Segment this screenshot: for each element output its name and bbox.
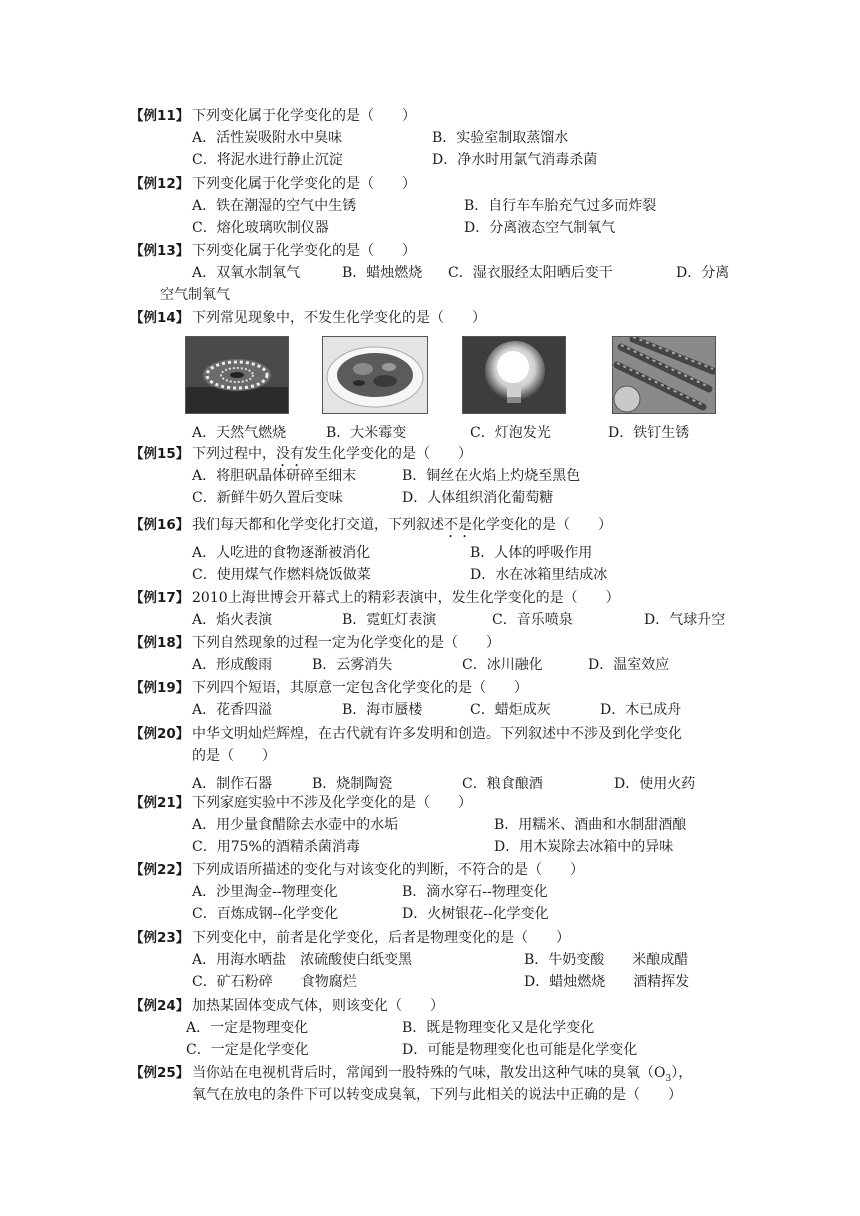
- stem-part: 我们每天都和化学变化打交道，下列叙述: [192, 517, 444, 533]
- moldy-rice-icon: [323, 337, 427, 413]
- option-b: B．云雾消失: [312, 657, 393, 673]
- option-b: B．既是物理变化又是化学变化: [402, 1020, 595, 1036]
- question-25: [130, 1062, 740, 1106]
- option-a: A．活性炭吸附水中臭味: [192, 130, 343, 146]
- option-d: D．使用火药: [614, 776, 696, 792]
- option-c: C．百炼成钢--化学变化: [192, 906, 339, 922]
- option-continuation: 空气制氧气: [160, 287, 230, 303]
- option-c: C．粮食酿酒: [462, 776, 543, 792]
- question-stem: 加热某固体变成气体，则该变化（ ）: [192, 998, 444, 1014]
- option-b: B．铜丝在火焰上灼烧至黑色: [402, 468, 581, 484]
- option-c: C．用75%的酒精杀菌消毒: [192, 839, 360, 855]
- question-20: [130, 723, 740, 795]
- option-d: D．可能是物理变化也可能是化学变化: [402, 1042, 638, 1058]
- option-d: D．火树银花--化学变化: [402, 906, 549, 922]
- option-c: C．蜡炬成灰: [470, 702, 551, 718]
- option-d: D．蜡烛燃烧 酒精挥发: [524, 974, 690, 990]
- natural-gas-burning-image: [185, 336, 289, 414]
- question-tag: 【例24】: [130, 998, 190, 1014]
- option-b: B．用糯米、酒曲和水制甜酒酿: [494, 817, 687, 833]
- question-stem: 下列变化属于化学变化的是（ ）: [192, 176, 416, 192]
- option-c: C．将泥水进行静止沉淀: [192, 152, 343, 168]
- option-a: A．将胆矾晶体研碎至细末: [192, 468, 357, 484]
- question-18: [130, 632, 740, 676]
- light-bulb-image: [462, 336, 566, 414]
- option-b: B．霓虹灯表演: [342, 612, 437, 628]
- option-c: C．新鲜牛奶久置后变味: [192, 490, 343, 506]
- question-stem: 下列自然现象的过程一定为化学变化的是（ ）: [192, 635, 500, 651]
- question-stem: [192, 514, 740, 536]
- question-tag: 【例14】: [130, 310, 190, 326]
- question-19: [130, 677, 740, 721]
- option-b: B．蜡烛燃烧: [342, 265, 423, 281]
- option-b: B．烧制陶瓷: [312, 776, 393, 792]
- option-a: A．形成酸雨: [192, 657, 273, 673]
- option-a: A．天然气燃烧: [192, 425, 287, 441]
- question-tag: 【例19】: [130, 680, 190, 696]
- stem-part: 化学变化的是（ ）: [472, 517, 612, 533]
- question-stem: 下列变化中，前者是化学变化，后者是物理变化的是（ ）: [192, 930, 570, 946]
- option-d: D．铁钉生锈: [608, 425, 690, 441]
- question-stem: 下列家庭实验中不涉及化学变化的是（ ）: [192, 795, 472, 811]
- option-b: B．牛奶变酸 米酿成醋: [524, 952, 689, 968]
- option-b: B．人体的呼吸作用: [470, 545, 593, 561]
- question-tag: 【例23】: [130, 930, 190, 946]
- question-tag: 【例17】: [130, 590, 190, 606]
- question-stem: [192, 443, 740, 465]
- option-c: C．使用煤气作燃料烧饭做菜: [192, 567, 371, 583]
- option-c: C．熔化玻璃吹制仪器: [192, 220, 329, 236]
- option-a: A．双氧水制氧气: [192, 265, 301, 281]
- option-d: D．温室效应: [588, 657, 670, 673]
- question-tag: 【例16】: [130, 517, 190, 533]
- option-d: D．人体组织消化葡萄糖: [402, 490, 554, 506]
- rusty-nails-image: [612, 336, 716, 414]
- question-14-options: [130, 422, 740, 444]
- question-stem: 下列四个短语，其原意一定包含化学变化的是（ ）: [192, 680, 528, 696]
- option-d: D．用木炭除去冰箱中的异味: [494, 839, 674, 855]
- stem-part: 发生化学变化的是（ ）: [304, 446, 472, 462]
- moldy-rice-image: [322, 336, 428, 414]
- question-22: [130, 859, 740, 925]
- question-tag: 【例18】: [130, 635, 190, 651]
- question-stem: 下列成语所描述的变化与对该变化的判断，不符合的是（ ）: [192, 862, 584, 878]
- question-tag: 【例11】: [130, 108, 190, 124]
- question-15: [130, 443, 740, 509]
- option-a: A．用少量食醋除去水壶中的水垢: [192, 817, 399, 833]
- option-c: C．音乐喷泉: [492, 612, 573, 628]
- option-b: B．滴水穿石--物理变化: [402, 884, 548, 900]
- option-c: C．灯泡发光: [470, 425, 551, 441]
- question-stem: 2010上海世博会开幕式上的精彩表演中，发生化学变化的是（ ）: [192, 590, 620, 606]
- question-13: [130, 240, 740, 306]
- question-tag: 【例21】: [130, 795, 190, 811]
- option-d: D．木已成舟: [600, 702, 682, 718]
- option-c: C．湿衣服经太阳晒后变干: [448, 265, 613, 281]
- stem-part: ），: [671, 1065, 693, 1081]
- question-21: [130, 792, 740, 858]
- question-11: [130, 105, 740, 171]
- question-tag: 【例20】: [130, 726, 190, 742]
- question-24: [130, 995, 740, 1061]
- question-stem: 下列常见现象中，不发生化学变化的是（ ）: [192, 310, 486, 326]
- question-12: [130, 173, 740, 239]
- question-23: [130, 927, 740, 993]
- light-bulb-icon: [463, 337, 565, 413]
- option-b: B．大米霉变: [326, 425, 407, 441]
- option-a: A．一定是物理变化: [186, 1020, 309, 1036]
- stem-continuation: 的是（ ）: [192, 748, 276, 764]
- picture-row: [0, 336, 860, 416]
- question-tag: 【例25】: [130, 1065, 190, 1081]
- question-tag: 【例12】: [130, 176, 190, 192]
- option-a: A．人吃进的食物逐渐被消化: [192, 545, 371, 561]
- ozone-subscript: 3: [665, 1073, 672, 1084]
- stem-part: 当你站在电视机背后时，常闻到一股特殊的气味，散发出这种气味的臭氧（O: [192, 1065, 666, 1081]
- stem-continuation: 氧气在放电的条件下可以转变成臭氧，下列与此相关的说法中正确的是（ ）: [192, 1087, 682, 1103]
- option-a: A．花香四溢: [192, 702, 273, 718]
- stem-emphasis: 不是: [444, 517, 472, 533]
- question-14: [130, 307, 740, 329]
- gas-flame-icon: [186, 337, 288, 413]
- option-c: C．矿石粉碎 食物腐烂: [192, 974, 357, 990]
- question-stem: 下列变化属于化学变化的是（ ）: [192, 108, 416, 124]
- option-a: A．铁在潮湿的空气中生锈: [192, 198, 357, 214]
- question-tag: 【例22】: [130, 862, 190, 878]
- question-17: [130, 587, 740, 631]
- option-b: B．实验室制取蒸馏水: [432, 130, 569, 146]
- question-tag: 【例15】: [130, 446, 190, 462]
- option-a: A．制作石器: [192, 776, 273, 792]
- option-c: C．冰川融化: [462, 657, 543, 673]
- option-b: B．自行车车胎充气过多而炸裂: [464, 198, 657, 214]
- question-stem: 中华文明灿烂辉煌，在古代就有许多发明和创造。下列叙述中不涉及到化学变化: [192, 726, 682, 742]
- question-stem: 下列变化属于化学变化的是（ ）: [192, 243, 416, 259]
- question-16: [130, 514, 740, 586]
- option-c: C．一定是化学变化: [186, 1042, 309, 1058]
- stem-part: 下列过程中，: [192, 446, 276, 462]
- rusty-nails-icon: [613, 337, 715, 413]
- option-d: D．净水时用氯气消毒杀菌: [432, 152, 598, 168]
- option-d: D．分离液态空气制氧气: [464, 220, 616, 236]
- question-stem: [192, 1062, 740, 1084]
- option-a: A．用海水晒盐 浓硫酸使白纸变黑: [192, 952, 413, 968]
- option-a: A．沙里淘金--物理变化: [192, 884, 338, 900]
- question-tag: 【例13】: [130, 243, 190, 259]
- stem-emphasis: 没有: [276, 446, 304, 462]
- option-d: D．气球升空: [644, 612, 726, 628]
- option-b: B．海市蜃楼: [342, 702, 423, 718]
- option-a: A．焰火表演: [192, 612, 273, 628]
- option-d: D．分离: [676, 265, 730, 281]
- option-d: D．水在冰箱里结成冰: [470, 567, 608, 583]
